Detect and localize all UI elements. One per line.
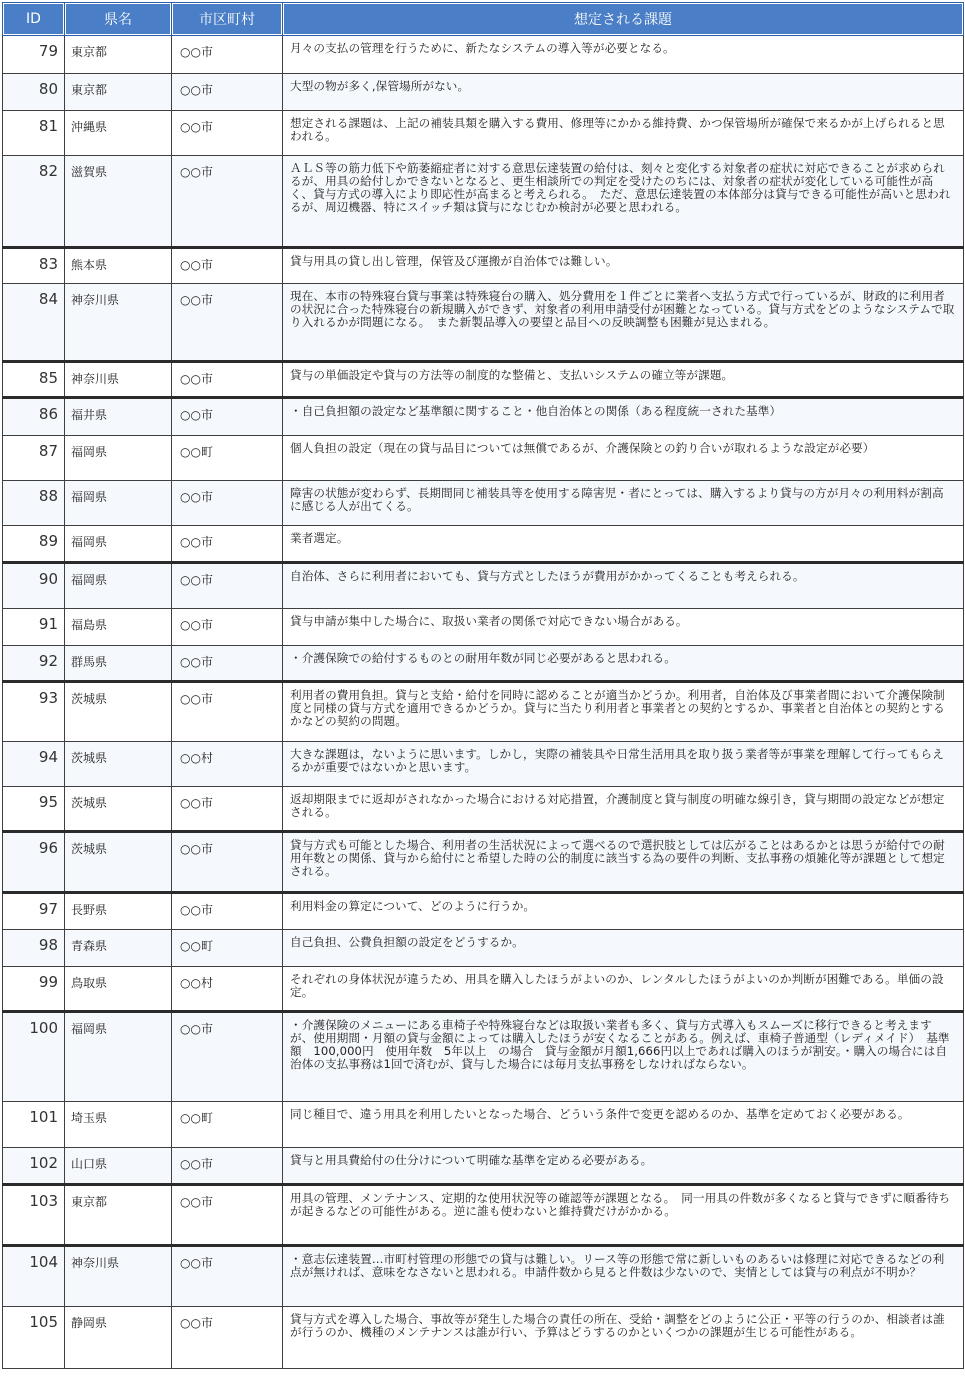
table-row bbox=[3, 1307, 964, 1369]
row-issue: 現在、本市の特殊寝台貸与事業は特殊寝台の購入、処分費用を１件ごとに業者へ支払う方式で行っているが、財政的に利用者の状況に合った特殊寝台の新規購入ができず、対象者の利用申請受付が困難となっている。貸与方式をどのようなシステムで取り入れるかが問題になる。 また新製品導入の要望と品目への反映調整も困難が見込まれる。 bbox=[283, 284, 964, 362]
row-id: 97 bbox=[3, 893, 65, 930]
row-issue: ＡＬＳ等の筋力低下や筋萎縮症者に対する意思伝達装置の給付は、刻々と変化する対象者の症状に対応できることが求められるが、用具の給付しかできないとなると、更生相談所での判定を受けたのちには、対象者の症状が変化している可能性が高く、貸与方式の導入により即応性が高まると考えられる。 ただ、意思伝達装置の本体部分は貸与できる可能性が高いと思われるが、周辺機器、特にスイッチ類は貸与になじむか検討が必要と思われる。 bbox=[283, 156, 964, 248]
table-row bbox=[3, 1102, 964, 1148]
row-id: 98 bbox=[3, 930, 65, 967]
row-issue: 同じ種目で、違う用具を利用したいとなった場合、どういう条件で変更を認めるのか、基準を定めておく必要がある。 bbox=[283, 1102, 964, 1148]
row-id: 83 bbox=[3, 248, 65, 284]
row-id: 101 bbox=[3, 1102, 65, 1148]
row-prefecture: 静岡県 bbox=[65, 1307, 172, 1369]
row-city: ○○市 bbox=[172, 362, 283, 398]
row-city: ○○市 bbox=[172, 1185, 283, 1246]
row-issue: 個人負担の設定（現在の貸与品目については無償であるが、介護保険との釣り合いが取れるような設定が必要） bbox=[283, 436, 964, 481]
row-prefecture: 群馬県 bbox=[65, 646, 172, 682]
table-row bbox=[3, 111, 964, 156]
table-header-row bbox=[3, 3, 964, 36]
row-issue: 利用者の費用負担。貸与と支給・給付を同時に認めることが適当かどうか。利用者，自治体及び事業者間において介護保険制度と同様の貸与方式を適用できるかどうか。貸与に当たり利用者と事業者との契約とするか、事業者と自治体との契約とするかなどの契約の問題。 bbox=[283, 682, 964, 742]
row-id: 81 bbox=[3, 111, 65, 156]
table-row bbox=[3, 930, 964, 967]
row-id: 104 bbox=[3, 1246, 65, 1307]
row-issue: 想定される課題は、上記の補装具類を購入する費用、修理等にかかる維持費、かつ保管場所が確保で来るかが上げられると思われる。 bbox=[283, 111, 964, 156]
row-prefecture: 神奈川県 bbox=[65, 362, 172, 398]
row-city: ○○町 bbox=[172, 436, 283, 481]
row-city: ○○村 bbox=[172, 967, 283, 1012]
row-issue: 月々の支払の管理を行うために、新たなシステムの導入等が必要となる。 bbox=[283, 36, 964, 74]
row-id: 87 bbox=[3, 436, 65, 481]
row-city: ○○市 bbox=[172, 682, 283, 742]
table-row bbox=[3, 1012, 964, 1102]
row-prefecture: 福島県 bbox=[65, 609, 172, 646]
row-issue: 貸与の単価設定や貸与の方法等の制度的な整備と、支払いシステムの確立等が課題。 bbox=[283, 362, 964, 398]
row-issue: ・意志伝達装置…市町村管理の形態での貸与は難しい。リース等の形態で常に新しいものあるいは修理に対応できるなどの利点が無ければ、意味をなさないと思われる。申請件数から見ると件数は少ないので、実情としては貸与の利点が不明か？ bbox=[283, 1246, 964, 1307]
header-prefecture: 県名 bbox=[65, 3, 172, 36]
row-city: ○○町 bbox=[172, 1102, 283, 1148]
row-city: ○○市 bbox=[172, 481, 283, 526]
row-city: ○○市 bbox=[172, 36, 283, 74]
row-prefecture: 東京都 bbox=[65, 74, 172, 111]
issues-table bbox=[2, 2, 964, 1369]
row-issue: それぞれの身体状況が違うため、用具を購入したほうがよいのか、レンタルしたほうがよいのか判断が困難である。単価の設定。 bbox=[283, 967, 964, 1012]
row-prefecture: 長野県 bbox=[65, 893, 172, 930]
row-id: 94 bbox=[3, 742, 65, 787]
row-id: 91 bbox=[3, 609, 65, 646]
row-issue: 貸与方式も可能とした場合、利用者の生活状況によって選べるので選択肢としては広がることはあるかとは思うが給付での耐用年数との関係、貸与から給付にと希望した時の公的制度に該当する為の要件の判断、支払事務の煩雑化等が課題として想定される。 bbox=[283, 832, 964, 893]
row-prefecture: 熊本県 bbox=[65, 248, 172, 284]
row-id: 100 bbox=[3, 1012, 65, 1102]
row-issue: ・自己負担額の設定など基準額に関すること・他自治体との関係（ある程度統一された基準） bbox=[283, 398, 964, 436]
row-city: ○○市 bbox=[172, 609, 283, 646]
row-prefecture: 沖縄県 bbox=[65, 111, 172, 156]
row-city: ○○市 bbox=[172, 1246, 283, 1307]
row-city: ○○市 bbox=[172, 526, 283, 563]
row-id: 99 bbox=[3, 967, 65, 1012]
row-id: 102 bbox=[3, 1148, 65, 1185]
row-prefecture: 東京都 bbox=[65, 36, 172, 74]
table-row bbox=[3, 248, 964, 284]
row-prefecture: 埼玉県 bbox=[65, 1102, 172, 1148]
table-row bbox=[3, 362, 964, 398]
table-row bbox=[3, 893, 964, 930]
row-issue: 用具の管理、メンテナンス、定期的な使用状況等の確認等が課題となる。 同一用具の件数が多くなると貸与できずに順番待ちが起きるなどの可能性がある。逆に誰も使わないと維持費だけがかかる。 bbox=[283, 1185, 964, 1246]
row-prefecture: 神奈川県 bbox=[65, 284, 172, 362]
row-prefecture: 茨城県 bbox=[65, 832, 172, 893]
row-id: 80 bbox=[3, 74, 65, 111]
row-issue: 大きな課題は，ないように思います。しかし，実際の補装具や日常生活用具を取り扱う業者等が事業を理解して行ってもらえるかが重要ではないかと思います。 bbox=[283, 742, 964, 787]
row-id: 79 bbox=[3, 36, 65, 74]
row-prefecture: 鳥取県 bbox=[65, 967, 172, 1012]
row-city: ○○市 bbox=[172, 832, 283, 893]
row-id: 92 bbox=[3, 646, 65, 682]
header-city: 市区町村 bbox=[172, 3, 283, 36]
row-id: 86 bbox=[3, 398, 65, 436]
row-issue: 利用料金の算定について、どのように行うか。 bbox=[283, 893, 964, 930]
issues-table-container bbox=[2, 2, 963, 1369]
row-issue: 返却期限までに返却がされなかった場合における対応措置，介護制度と貸与制度の明確な線引き，貸与期間の設定などが想定される。 bbox=[283, 787, 964, 832]
row-id: 84 bbox=[3, 284, 65, 362]
row-city: ○○市 bbox=[172, 893, 283, 930]
row-city: ○○市 bbox=[172, 1148, 283, 1185]
row-id: 103 bbox=[3, 1185, 65, 1246]
row-issue: 貸与用具の貸し出し管理，保管及び運搬が自治体では難しい。 bbox=[283, 248, 964, 284]
table-row bbox=[3, 832, 964, 893]
row-prefecture: 東京都 bbox=[65, 1185, 172, 1246]
table-row bbox=[3, 1148, 964, 1185]
row-issue: 貸与申請が集中した場合に、取扱い業者の関係で対応できない場合がある。 bbox=[283, 609, 964, 646]
table-row bbox=[3, 74, 964, 111]
row-prefecture: 茨城県 bbox=[65, 742, 172, 787]
row-city: ○○村 bbox=[172, 742, 283, 787]
row-city: ○○市 bbox=[172, 284, 283, 362]
table-row bbox=[3, 436, 964, 481]
row-city: ○○市 bbox=[172, 156, 283, 248]
table-row bbox=[3, 742, 964, 787]
row-prefecture: 滋賀県 bbox=[65, 156, 172, 248]
row-issue: 自己負担、公費負担額の設定をどうするか。 bbox=[283, 930, 964, 967]
table-row bbox=[3, 646, 964, 682]
header-id: ID bbox=[3, 3, 65, 36]
table-row bbox=[3, 609, 964, 646]
row-city: ○○市 bbox=[172, 111, 283, 156]
row-issue: 貸与方式を導入した場合、事故等が発生した場合の責任の所在、受給・調整をどのように公正・平等の行うのか、相談者は誰が行うのか、機種のメンテナンスは誰が行い、予算はどうするのかといくつかの課題が生じる可能性がある。 bbox=[283, 1307, 964, 1369]
row-city: ○○市 bbox=[172, 563, 283, 609]
table-row bbox=[3, 284, 964, 362]
row-city: ○○市 bbox=[172, 646, 283, 682]
row-id: 96 bbox=[3, 832, 65, 893]
row-prefecture: 茨城県 bbox=[65, 787, 172, 832]
row-id: 90 bbox=[3, 563, 65, 609]
row-prefecture: 山口県 bbox=[65, 1148, 172, 1185]
row-city: ○○市 bbox=[172, 1012, 283, 1102]
row-city: ○○市 bbox=[172, 74, 283, 111]
row-id: 95 bbox=[3, 787, 65, 832]
table-row bbox=[3, 526, 964, 563]
row-prefecture: 福岡県 bbox=[65, 436, 172, 481]
table-row bbox=[3, 787, 964, 832]
header-issue: 想定される課題 bbox=[283, 3, 964, 36]
table-row bbox=[3, 1246, 964, 1307]
row-issue: ・介護保険のメニューにある車椅子や特殊寝台などは取扱い業者も多く、貸与方式導入もスムーズに移行できると考えますが、使用期間・月額の貸与金額によっては購入したほうが安くなることがある。例えば、車椅子普通型（レディメイド） 基準額 100,000円 使用年数 5年以上 の場合 貸与金額が月額1,666円以上であれば購入のほうが割安。・購入の場合には自治体の支払事務は1回で済むが、貸与した場合には毎月支払事務をしなければならない。 bbox=[283, 1012, 964, 1102]
row-prefecture: 神奈川県 bbox=[65, 1246, 172, 1307]
table-row bbox=[3, 967, 964, 1012]
table-row bbox=[3, 682, 964, 742]
row-id: 88 bbox=[3, 481, 65, 526]
row-issue: 自治体、さらに利用者においても、貸与方式としたほうが費用がかかってくることも考えられる。 bbox=[283, 563, 964, 609]
row-city: ○○市 bbox=[172, 787, 283, 832]
row-prefecture: 茨城県 bbox=[65, 682, 172, 742]
row-issue: 業者選定。 bbox=[283, 526, 964, 563]
row-prefecture: 福岡県 bbox=[65, 526, 172, 563]
row-issue: 障害の状態が変わらず、長期間同じ補装具等を使用する障害児・者にとっては、購入するより貸与の方が月々の利用料が割高に感じる人が出てくる。 bbox=[283, 481, 964, 526]
row-prefecture: 青森県 bbox=[65, 930, 172, 967]
row-city: ○○市 bbox=[172, 1307, 283, 1369]
table-row bbox=[3, 36, 964, 74]
row-prefecture: 福岡県 bbox=[65, 1012, 172, 1102]
row-id: 93 bbox=[3, 682, 65, 742]
row-prefecture: 福岡県 bbox=[65, 563, 172, 609]
table-row bbox=[3, 481, 964, 526]
row-prefecture: 福井県 bbox=[65, 398, 172, 436]
row-city: ○○町 bbox=[172, 930, 283, 967]
row-id: 89 bbox=[3, 526, 65, 563]
row-issue: 貸与と用具費給付の仕分けについて明確な基準を定める必要がある。 bbox=[283, 1148, 964, 1185]
row-issue: 大型の物が多く,保管場所がない。 bbox=[283, 74, 964, 111]
table-row bbox=[3, 1185, 964, 1246]
table-row bbox=[3, 563, 964, 609]
row-id: 105 bbox=[3, 1307, 65, 1369]
row-city: ○○市 bbox=[172, 248, 283, 284]
row-issue: ・介護保険での給付するものとの耐用年数が同じ必要があると思われる。 bbox=[283, 646, 964, 682]
table-row bbox=[3, 156, 964, 248]
row-id: 82 bbox=[3, 156, 65, 248]
row-id: 85 bbox=[3, 362, 65, 398]
row-prefecture: 福岡県 bbox=[65, 481, 172, 526]
row-city: ○○市 bbox=[172, 398, 283, 436]
table-row bbox=[3, 398, 964, 436]
